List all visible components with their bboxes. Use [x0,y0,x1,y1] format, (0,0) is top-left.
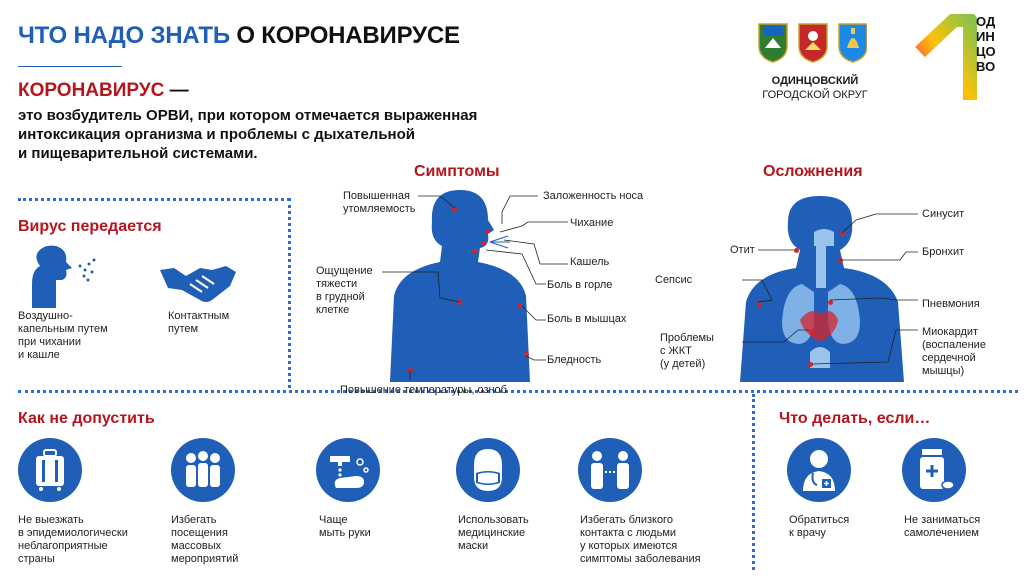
label-line: Проблемы [660,332,714,344]
symptom-sneeze-label: Чихание [570,217,614,229]
label-line: с ЖКТ [660,345,692,357]
prevention-travel-label [18,514,128,566]
coat-of-arms-icon [799,24,827,62]
label-line: симптомы заболевания [580,553,701,565]
label-line: Ощущение [316,265,373,277]
sneezing-person-icon [22,244,102,308]
label-line: Использовать [458,514,529,526]
prevention-distance-label [580,514,701,566]
label-line: Контактным [168,310,230,322]
logo-letters [976,14,996,74]
crowd-icon [181,450,225,490]
label-line: (у детей) [660,358,706,370]
whattodo-doctor-label [789,514,849,540]
label-line: Миокардит [922,326,979,338]
whattodo-item-doctor [787,438,851,502]
complication-bronchitis-label: Бронхит [922,246,965,258]
label-line: Повышенная [343,190,410,202]
pills-icon [912,447,956,493]
label-line: самолечением [904,527,979,539]
definition-line: и пищеварительной системами. [18,145,258,162]
page-title [18,22,460,50]
logo-letter: ИН [976,29,995,44]
label-line: сердечной [922,352,976,364]
label-line: капельным путем [18,323,108,335]
label-line: утомляемость [343,203,416,215]
definition-text [18,106,477,163]
symptom-chest-label [316,265,373,317]
label-line: медицинские [458,527,526,539]
label-line: Чаще [319,514,348,526]
label-line: Не выезжать [18,514,84,526]
label-line: при чихании [18,336,82,348]
complication-gi-label [660,332,714,371]
prevention-title: Как не допустить [18,410,155,427]
label-line: тяжести [316,278,358,290]
whattodo-pills-label [904,514,980,540]
label-line: Обратиться [789,514,850,526]
handshake-icon [160,260,236,304]
label-line: Избегать [171,514,217,526]
complication-myocarditis-label [922,326,986,378]
label-line: к врачу [789,527,826,539]
label-line: клетке [316,304,350,316]
label-line: контакта с людьми [580,527,677,539]
label-line: путем [168,323,199,335]
label-line: мыть руки [319,527,371,539]
whattodo-item-pills [902,438,966,502]
label-line: мышцы) [922,365,965,377]
complication-sepsis-label: Сепсис [655,274,693,286]
label-line: страны [18,553,55,565]
coats-of-arms [755,20,867,64]
divider-dotted [18,198,290,201]
suitcase-icon [30,448,70,492]
divider-dotted [752,394,755,570]
label-line: Воздушно- [18,310,73,322]
coat-of-arms-icon [759,24,787,62]
definition-line: интоксикация организма и проблемы с дыхательной [18,126,415,143]
contact-label [168,310,229,336]
symptom-fever-label: Повышение температуры, озноб [340,384,507,396]
logo-letter: ЦО [976,44,996,59]
whattodo-title: Что делать, если… [779,410,931,427]
doctor-icon [797,447,841,493]
prevention-item-travel [18,438,82,502]
region-name [755,74,875,102]
symptom-fatigue-label [343,190,416,216]
label-line: посещения [171,527,228,539]
title-part1: ЧТО НАДО ЗНАТЬ [18,22,230,49]
symptom-throat-label: Боль в горле [547,279,613,291]
handwash-icon [326,448,370,492]
title-part2: О КОРОНАВИРУСЕ [236,22,460,49]
airborne-label [18,310,108,362]
label-line: мероприятий [171,553,239,565]
complication-sinusitis-label: Синусит [922,208,965,220]
label-line: и кашле [18,349,60,361]
symptom-cough-label: Кашель [570,256,610,268]
label-line: неблагоприятные [18,540,108,552]
symptoms-title: Симптомы [414,163,500,180]
label-line: Избегать близкого [580,514,673,526]
label-line: у которых имеются [580,540,678,552]
prevention-crowd-label [171,514,238,566]
prevention-handwash-label [319,514,371,540]
divider-dotted [18,390,1018,393]
label-line: массовых [171,540,222,552]
symptom-muscles-label: Боль в мышцах [547,313,627,325]
symptom-pale-label: Бледность [547,354,602,366]
title-divider [18,66,122,67]
prevention-mask-label [458,514,529,553]
label-line: в эпидемиологически [18,527,128,539]
symptom-nose-label: Заложенность носа [543,190,644,202]
complication-pneumonia-label: Пневмония [922,298,980,310]
region-line1: ОДИНЦОВСКИЙ [771,75,859,87]
logo-letter: ОД [976,14,996,29]
coat-of-arms-icon [839,24,867,62]
term-text: КОРОНАВИРУС [18,80,165,101]
label-line: в грудной [316,291,365,303]
transmission-title: Вирус передается [18,218,162,235]
label-line: маски [458,540,489,552]
complications-title: Осложнения [763,163,863,180]
distance-icon [587,448,633,492]
complication-otitis-label: Отит [730,244,755,256]
prevention-item-crowd [171,438,235,502]
prevention-item-handwash [316,438,380,502]
mask-icon [466,447,510,493]
region-line2: ГОРОДСКОЙ ОКРУГ [762,89,868,101]
definition-line: это возбудитель ОРВИ, при котором отмечается выраженная [18,107,478,124]
prevention-item-mask [456,438,520,502]
definition-term [18,80,189,102]
logo-letter: ВО [976,59,996,74]
prevention-item-distance [578,438,642,502]
term-dash: — [169,80,189,101]
label-line: Не заниматься [904,514,981,526]
label-line: (воспаление [922,339,986,351]
